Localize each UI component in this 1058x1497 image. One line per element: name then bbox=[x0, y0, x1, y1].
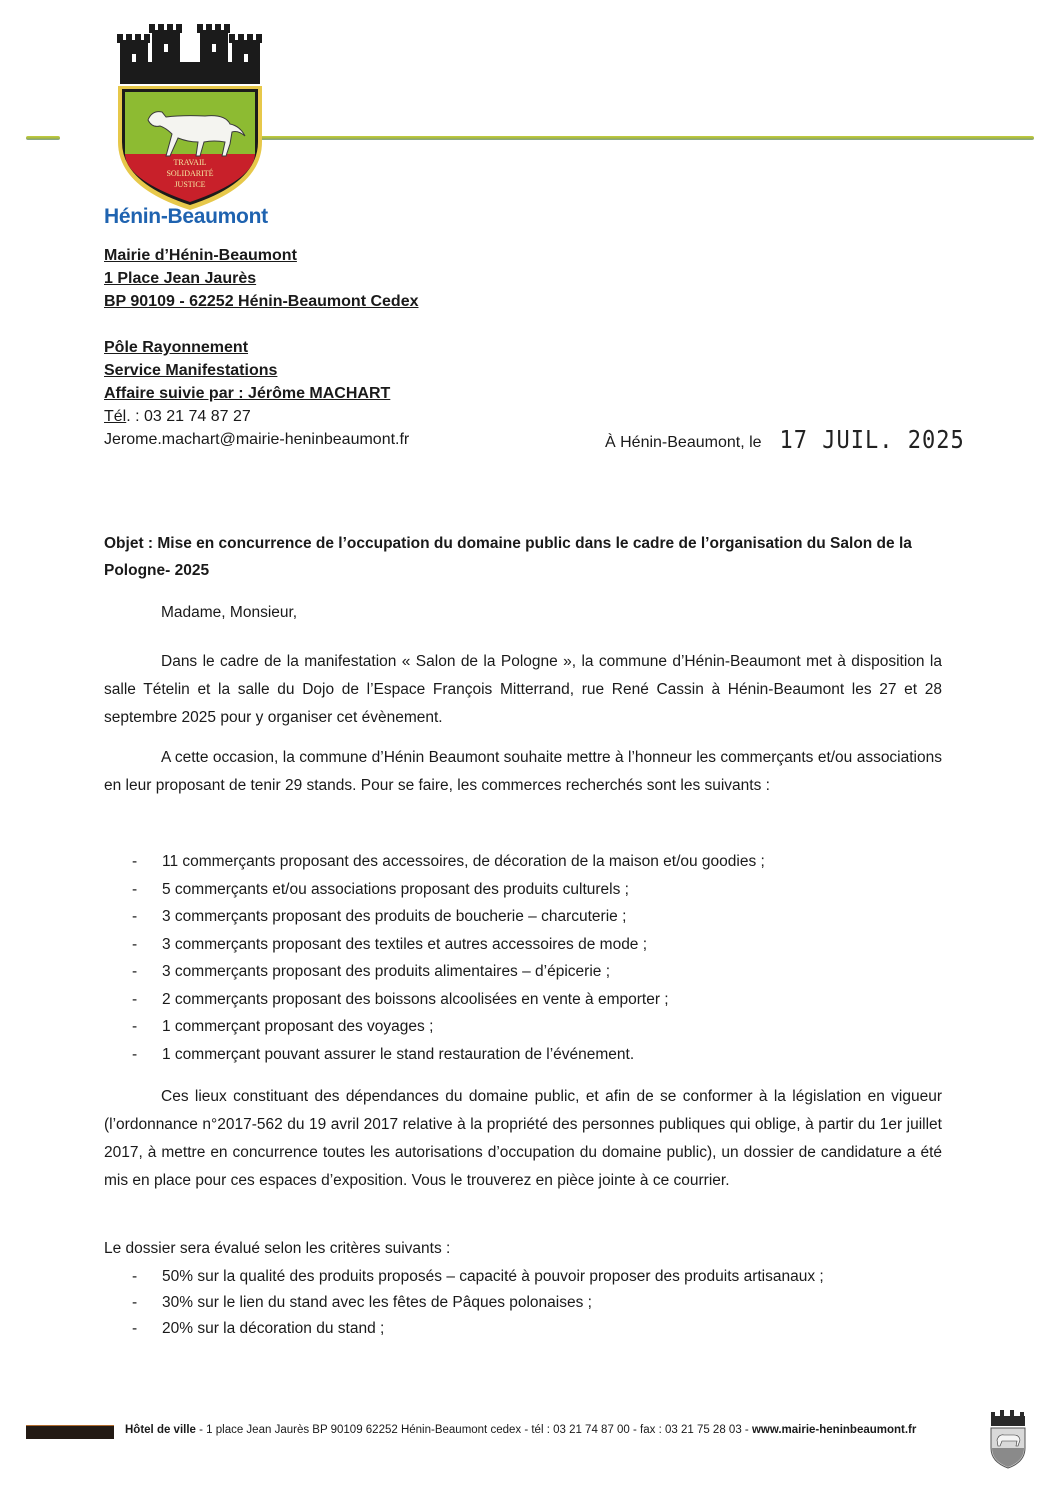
criteria-item: - 30% sur le lien du stand avec les fêtes de Pâques polonaises ; bbox=[104, 1290, 824, 1316]
footer-bar bbox=[26, 1425, 114, 1439]
criteria-item: - 20% sur la décoration du stand ; bbox=[104, 1316, 824, 1342]
stand-item: - 3 commerçants proposant des produits alimentaires – d’épicerie ; bbox=[104, 958, 765, 986]
sender-org: Mairie d’Hénin-Beaumont bbox=[104, 247, 297, 264]
paragraph-intro: Dans le cadre de la manifestation « Salon de la Pologne », la commune d’Hénin-Beaumont met à disposition la salle Tételin et la salle du Dojo de l’Espace François Mitterrand, rue René Cassin à Hénin-Beaumont les 27 et 28 septembre 2025 pour y organiser cet évènement. bbox=[104, 653, 942, 726]
sender-block bbox=[104, 244, 419, 451]
sender-phone bbox=[104, 405, 419, 428]
city-name: Hénin-Beaumont bbox=[104, 205, 268, 228]
stand-item: - 2 commerçants proposant des boissons alcoolisées en vente à emporter ; bbox=[104, 986, 765, 1014]
footer-text bbox=[125, 1424, 916, 1436]
svg-text:JUSTICE: JUSTICE bbox=[174, 180, 206, 189]
sender-address-line1: 1 Place Jean Jaurès bbox=[104, 270, 257, 287]
stand-item: - 3 commerçants proposant des produits de boucherie – charcuterie ; bbox=[104, 903, 765, 931]
sender-department: Pôle Rayonnement bbox=[104, 339, 249, 356]
paragraph-legal: Ces lieux constituant des dépendances du domaine public, et afin de se conformer à la législation en vigueur (l’ordonnance n°2017-562 du 19 avril 2017 relative à la propriété des personnes publiques qui oblige, à partir du 1er juillet 2017, à mettre en concurrence toutes les autorisations d’occupation du domaine public), un dossier de candidature a été mis en place pour ces espaces d’exposition. Vous le trouverez en pièce jointe à ce courrier. bbox=[104, 1088, 942, 1189]
footer-label: Hôtel de ville bbox=[125, 1424, 196, 1436]
svg-text:TRAVAIL: TRAVAIL bbox=[173, 158, 207, 167]
stand-item: - 5 commerçants et/ou associations proposant des produits culturels ; bbox=[104, 876, 765, 904]
date-line bbox=[605, 428, 965, 453]
footer-mini-logo bbox=[988, 1410, 1028, 1470]
letter-object: Objet : Mise en concurrence de l’occupation du domaine public dans le cadre de l’organisation du Salon de la Pologne- 2025 bbox=[104, 535, 912, 579]
sender-address-line2: BP 90109 - 62252 Hénin-Beaumont Cedex bbox=[104, 293, 419, 310]
header-rule-left bbox=[26, 136, 60, 140]
phone-label: Tél bbox=[104, 408, 127, 425]
footer-address: - 1 place Jean Jaurès BP 90109 62252 Hénin-Beaumont cedex - tél : 03 21 74 87 00 - fax : 03 21 75 28 03 - bbox=[195, 1424, 752, 1436]
date-place: À Hénin-Beaumont, le bbox=[605, 434, 762, 451]
stand-item: - 1 commerçant pouvant assurer le stand restauration de l’événement. bbox=[104, 1041, 765, 1069]
paragraph-occasion: A cette occasion, la commune d’Hénin Beaumont souhaite mettre à l’honneur les commerçants et/ou associations en leur proposant de tenir 29 stands. Pour se faire, les commerces recherchés sont les suivants : bbox=[104, 749, 942, 794]
stands-list bbox=[104, 848, 765, 1068]
sender-service: Service Manifestations bbox=[104, 362, 278, 379]
sender-email[interactable]: Jerome.machart@mairie-heninbeaumont.fr bbox=[104, 431, 410, 448]
footer-website[interactable]: www.mairie-heninbeaumont.fr bbox=[751, 1424, 917, 1436]
criteria-intro: Le dossier sera évalué selon les critères suivants : bbox=[104, 1240, 451, 1257]
phone-value: . : 03 21 74 87 27 bbox=[126, 408, 251, 425]
stand-item: - 1 commerçant proposant des voyages ; bbox=[104, 1013, 765, 1041]
criteria-item: - 50% sur la qualité des produits proposés – capacité à pouvoir proposer des produits artisanaux ; bbox=[104, 1264, 824, 1290]
city-coat-of-arms-logo bbox=[100, 22, 280, 232]
letter-greeting: Madame, Monsieur, bbox=[161, 604, 298, 621]
sender-contact: Affaire suivie par : Jérôme MACHART bbox=[104, 385, 391, 402]
stand-item: - 11 commerçants proposant des accessoires, de décoration de la maison et/ou goodies ; bbox=[104, 848, 765, 876]
stand-item: - 3 commerçants proposant des textiles et autres accessoires de mode ; bbox=[104, 931, 765, 959]
date-stamp: 17 JUIL. 2025 bbox=[779, 426, 965, 455]
svg-text:SOLIDARITÉ: SOLIDARITÉ bbox=[166, 169, 214, 178]
criteria-list bbox=[104, 1264, 824, 1342]
